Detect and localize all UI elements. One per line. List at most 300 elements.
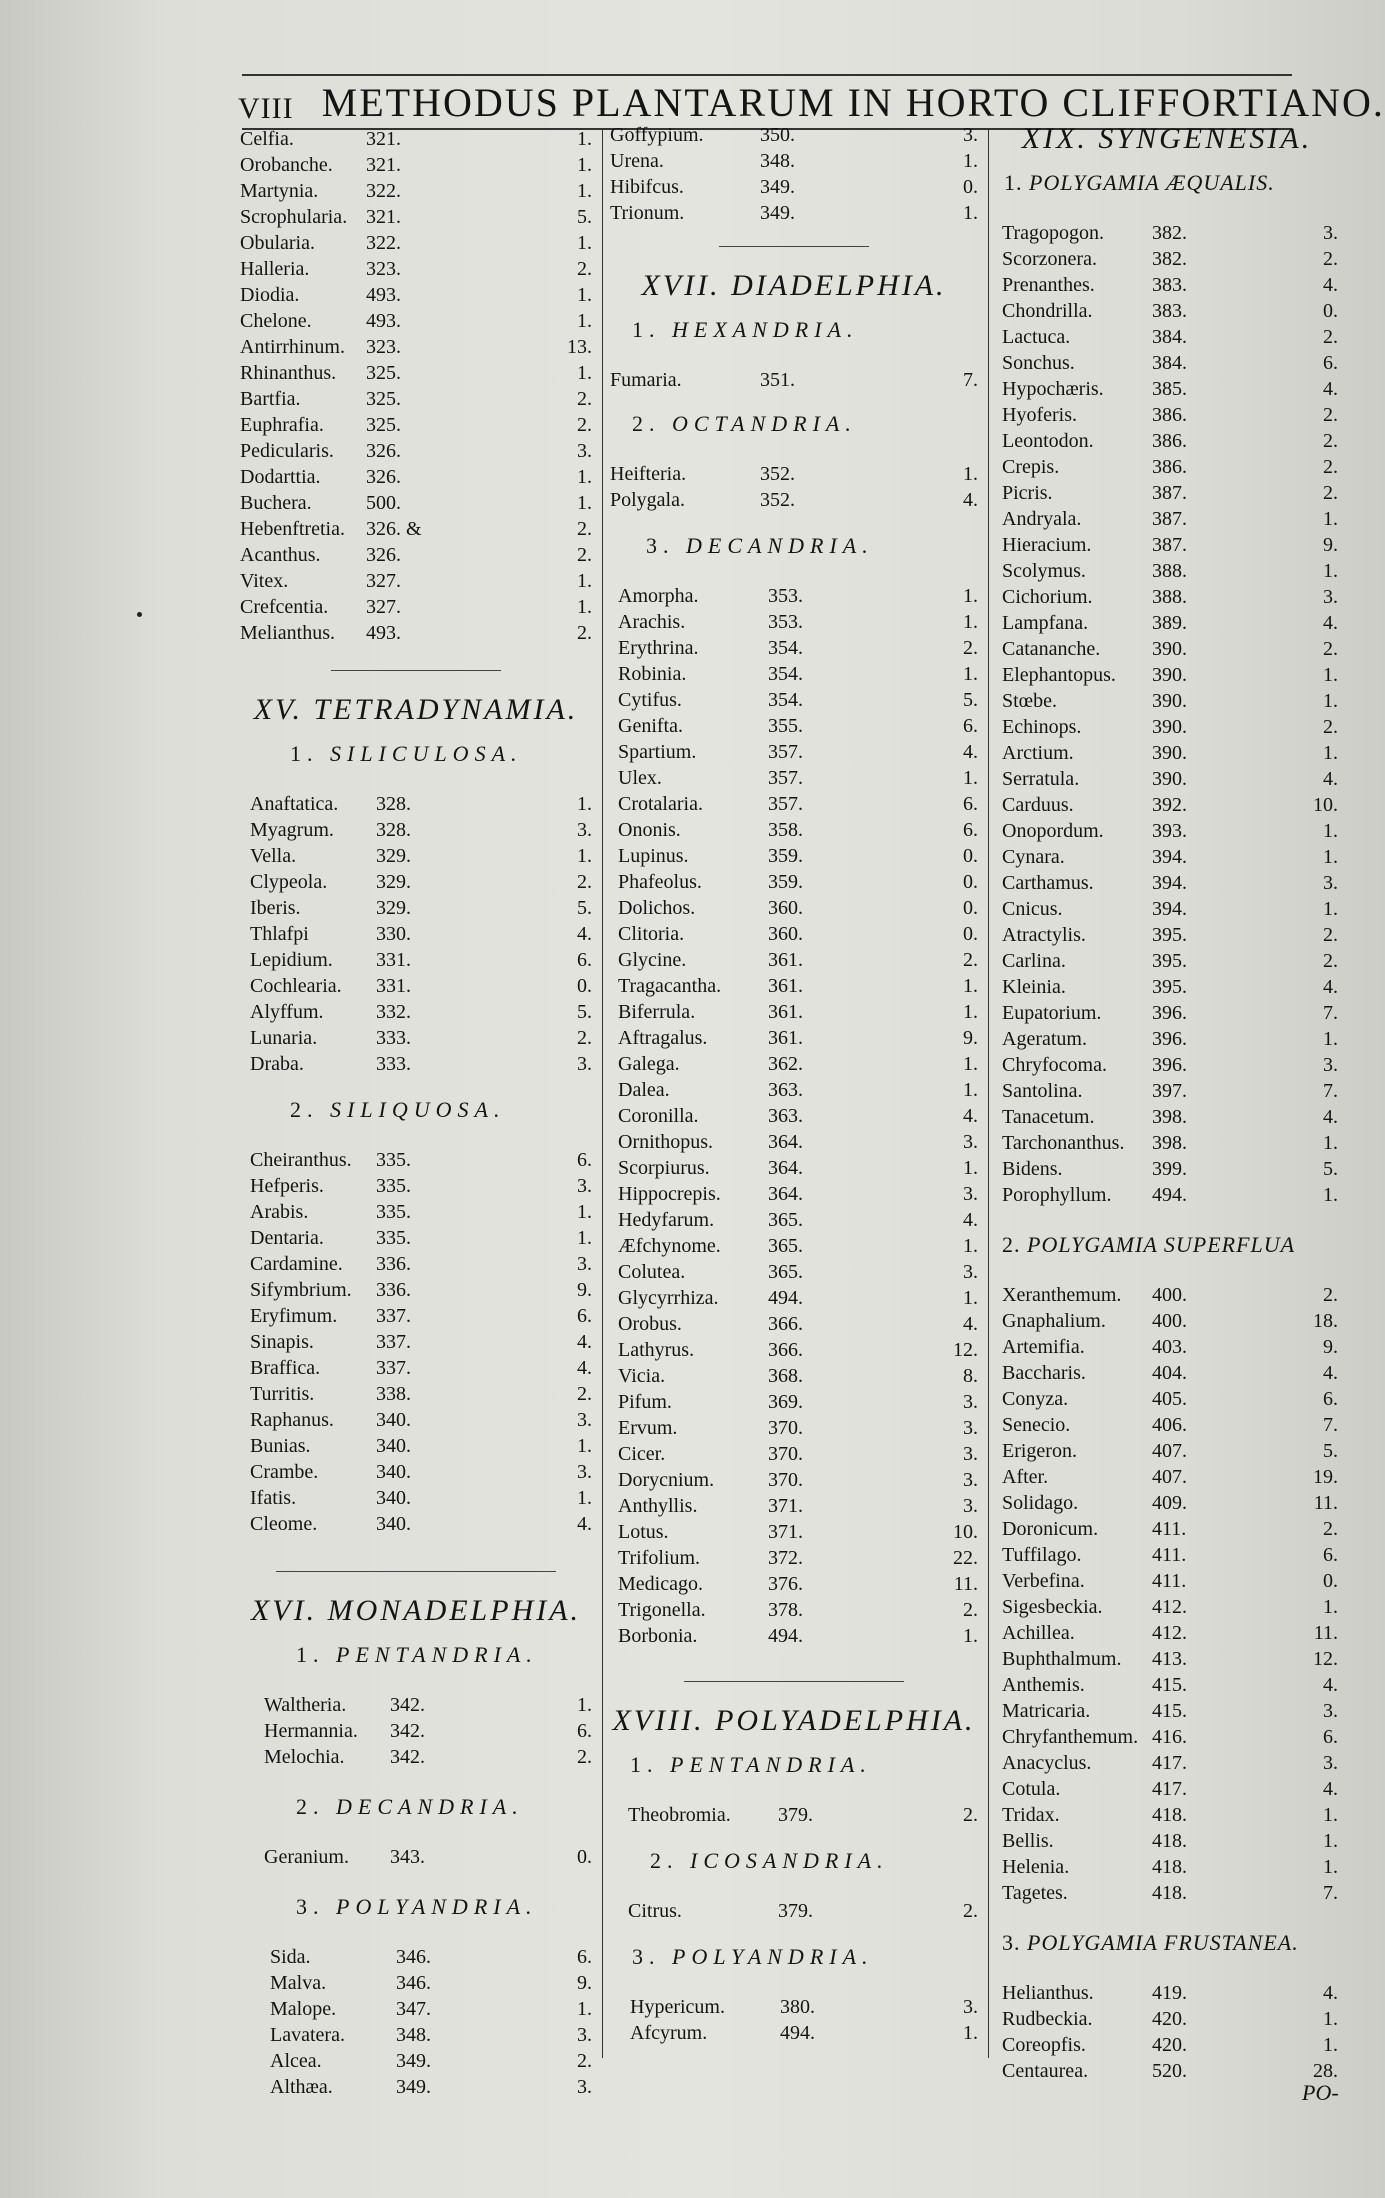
genus-page: 360. bbox=[768, 923, 803, 945]
genus-name: Serratula. bbox=[1002, 768, 1080, 790]
genus-name: Obularia. bbox=[240, 232, 315, 254]
genus-row bbox=[610, 487, 978, 513]
genus-name: Crefcentia. bbox=[240, 596, 329, 618]
genus-row bbox=[1002, 740, 1338, 766]
species-count: 2. bbox=[577, 414, 592, 436]
column-2 bbox=[610, 122, 978, 2046]
genus-page: 361. bbox=[768, 949, 803, 971]
genus-page: 323. bbox=[366, 258, 401, 280]
genus-row bbox=[618, 765, 978, 791]
genus-page: 340. bbox=[376, 1487, 411, 1509]
genus-name: Melianthus. bbox=[240, 622, 335, 644]
species-count: 3. bbox=[1323, 586, 1338, 608]
genus-name: Lathyrus. bbox=[618, 1339, 695, 1361]
genus-row bbox=[240, 282, 592, 308]
genus-name: Orobus. bbox=[618, 1313, 682, 1335]
genus-row bbox=[250, 947, 592, 973]
genera-list bbox=[610, 1802, 978, 1828]
species-count: 4. bbox=[963, 1209, 978, 1231]
genus-row bbox=[264, 1844, 592, 1870]
genus-name: Erythrina. bbox=[618, 637, 699, 659]
genus-page: 393. bbox=[1152, 820, 1187, 842]
species-count: 2. bbox=[577, 388, 592, 410]
genus-name: Rudbeckia. bbox=[1002, 2008, 1093, 2030]
genus-row bbox=[628, 1898, 978, 1924]
genus-name: Ervum. bbox=[618, 1417, 678, 1439]
section-rule bbox=[331, 670, 501, 671]
genus-row bbox=[618, 1337, 978, 1363]
genus-name: Lunaria. bbox=[250, 1027, 318, 1049]
species-count: 2. bbox=[1323, 404, 1338, 426]
genus-row bbox=[240, 360, 592, 386]
genus-page: 368. bbox=[768, 1365, 803, 1387]
genus-name: Coreopfis. bbox=[1002, 2034, 1086, 2056]
genus-name: Picris. bbox=[1002, 482, 1053, 504]
genus-page: 357. bbox=[768, 793, 803, 815]
genus-row bbox=[610, 200, 978, 226]
species-count: 4. bbox=[1323, 378, 1338, 400]
genus-page: 331. bbox=[376, 975, 411, 997]
genera-list bbox=[610, 122, 978, 226]
genus-page: 347. bbox=[396, 1998, 431, 2020]
genus-page: 494. bbox=[768, 1625, 803, 1647]
genus-name: Malva. bbox=[270, 1972, 327, 1994]
genus-row bbox=[250, 1025, 592, 1051]
species-count: 4. bbox=[577, 1357, 592, 1379]
genus-name: Artemifia. bbox=[1002, 1336, 1085, 1358]
genus-name: Kleinia. bbox=[1002, 976, 1066, 998]
genus-page: 327. bbox=[366, 596, 401, 618]
genus-row bbox=[1002, 454, 1338, 480]
species-count: 2. bbox=[963, 949, 978, 971]
genus-row bbox=[1002, 558, 1338, 584]
order-heading: 2. SILIQUOSA. bbox=[290, 1097, 506, 1122]
genus-name: Ageratum. bbox=[1002, 1028, 1087, 1050]
genus-row bbox=[1002, 402, 1338, 428]
genus-page: 335. bbox=[376, 1149, 411, 1171]
genus-page: 416. bbox=[1152, 1726, 1187, 1748]
genus-name: Tarchonanthus. bbox=[1002, 1132, 1125, 1154]
genus-name: Tragopogon. bbox=[1002, 222, 1105, 244]
genus-name: Martynia. bbox=[240, 180, 319, 202]
genus-row bbox=[1002, 948, 1338, 974]
genus-row bbox=[264, 1692, 592, 1718]
species-count: 5. bbox=[963, 689, 978, 711]
species-count: 1. bbox=[963, 1053, 978, 1075]
genus-name: Antirrhinum. bbox=[240, 336, 345, 358]
species-count: 2. bbox=[577, 2050, 592, 2072]
genus-row bbox=[1002, 1438, 1338, 1464]
genus-row bbox=[1002, 1026, 1338, 1052]
genus-page: 389. bbox=[1152, 612, 1187, 634]
genus-row bbox=[618, 895, 978, 921]
order-heading: 1. PENTANDRIA. bbox=[296, 1642, 538, 1667]
genus-page: 398. bbox=[1152, 1106, 1187, 1128]
genus-row bbox=[628, 1802, 978, 1828]
genus-name: Hippocrepis. bbox=[618, 1183, 721, 1205]
genus-row bbox=[1002, 2006, 1338, 2032]
genus-name: Stœbe. bbox=[1002, 690, 1057, 712]
genus-page: 383. bbox=[1152, 300, 1187, 322]
genus-page: 370. bbox=[768, 1469, 803, 1491]
genus-row bbox=[618, 1025, 978, 1051]
genus-name: Chryfocoma. bbox=[1002, 1054, 1107, 1076]
genus-name: Prenanthes. bbox=[1002, 274, 1095, 296]
genus-page: 329. bbox=[376, 897, 411, 919]
genus-page: 348. bbox=[396, 2024, 431, 2046]
genus-row bbox=[1002, 1542, 1338, 1568]
genus-name: Clitoria. bbox=[618, 923, 685, 945]
genus-row bbox=[1002, 1828, 1338, 1854]
genus-page: 493. bbox=[366, 310, 401, 332]
genus-row bbox=[250, 999, 592, 1025]
genus-page: 364. bbox=[768, 1183, 803, 1205]
genus-name: Hypochæris. bbox=[1002, 378, 1104, 400]
species-count: 1. bbox=[1323, 2008, 1338, 2030]
genus-name: Trionum. bbox=[610, 202, 685, 224]
genus-row bbox=[1002, 610, 1338, 636]
genus-page: 412. bbox=[1152, 1596, 1187, 1618]
genera-list bbox=[240, 1692, 592, 1770]
genus-name: Cheiranthus. bbox=[250, 1149, 352, 1171]
genus-page: 380. bbox=[780, 1996, 815, 2018]
genus-name: Orobanche. bbox=[240, 154, 333, 176]
genus-row bbox=[618, 1259, 978, 1285]
genus-row bbox=[240, 126, 592, 152]
species-count: 4. bbox=[1323, 976, 1338, 998]
genus-name: Pifum. bbox=[618, 1391, 672, 1413]
genus-page: 415. bbox=[1152, 1674, 1187, 1696]
species-count: 1. bbox=[577, 845, 592, 867]
genus-name: Carlina. bbox=[1002, 950, 1066, 972]
genus-page: 407. bbox=[1152, 1440, 1187, 1462]
species-count: 1. bbox=[1323, 1856, 1338, 1878]
species-count: 1. bbox=[963, 150, 978, 172]
genus-page: 411. bbox=[1152, 1518, 1187, 1540]
genus-name: Vicia. bbox=[618, 1365, 666, 1387]
species-count: 3. bbox=[577, 1409, 592, 1431]
species-count: 5. bbox=[1323, 1440, 1338, 1462]
species-count: 4. bbox=[1323, 1362, 1338, 1384]
genus-row bbox=[618, 1623, 978, 1649]
genus-row bbox=[1002, 1308, 1338, 1334]
genus-row bbox=[240, 334, 592, 360]
genus-name: Thlafpi bbox=[250, 923, 309, 945]
genus-name: Hyoferis. bbox=[1002, 404, 1077, 426]
genus-page: 370. bbox=[768, 1443, 803, 1465]
genus-row bbox=[630, 1994, 978, 2020]
genus-name: Iberis. bbox=[250, 897, 301, 919]
genus-name: Scrophularia. bbox=[240, 206, 348, 228]
genus-row bbox=[618, 583, 978, 609]
species-count: 4. bbox=[1323, 1982, 1338, 2004]
species-count: 12. bbox=[953, 1339, 978, 1361]
species-count: 3. bbox=[963, 1443, 978, 1465]
species-count: 12. bbox=[1313, 1648, 1338, 1670]
genus-page: 387. bbox=[1152, 508, 1187, 530]
genus-page: 395. bbox=[1152, 950, 1187, 972]
class-heading: XIX. SYNGENESIA. bbox=[1021, 122, 1313, 155]
genus-page: 392. bbox=[1152, 794, 1187, 816]
genus-page: 390. bbox=[1152, 664, 1187, 686]
genus-name: Crepis. bbox=[1002, 456, 1060, 478]
genera-list bbox=[610, 367, 978, 393]
genus-name: Melochia. bbox=[264, 1746, 345, 1768]
genus-row bbox=[240, 412, 592, 438]
genus-row bbox=[270, 2022, 592, 2048]
species-count: 3. bbox=[1323, 872, 1338, 894]
genus-row bbox=[618, 1415, 978, 1441]
genus-page: 340. bbox=[376, 1461, 411, 1483]
genus-name: Dodarttia. bbox=[240, 466, 321, 488]
genus-row bbox=[1002, 714, 1338, 740]
genus-page: 379. bbox=[778, 1804, 813, 1826]
genus-row bbox=[1002, 818, 1338, 844]
genus-name: Geranium. bbox=[264, 1846, 349, 1868]
genus-name: Hieracium. bbox=[1002, 534, 1092, 556]
genus-row bbox=[240, 620, 592, 646]
species-count: 5. bbox=[1323, 1158, 1338, 1180]
species-count: 0. bbox=[963, 871, 978, 893]
class-heading: XVIII. POLYADELPHIA. bbox=[612, 1704, 976, 1737]
genus-page: 351. bbox=[760, 369, 795, 391]
genus-name: Citrus. bbox=[628, 1900, 682, 1922]
genus-page: 386. bbox=[1152, 456, 1187, 478]
species-count: 1. bbox=[1323, 898, 1338, 920]
species-count: 1. bbox=[963, 202, 978, 224]
genus-row bbox=[1002, 1282, 1338, 1308]
genus-page: 354. bbox=[768, 637, 803, 659]
genus-page: 340. bbox=[376, 1513, 411, 1535]
genus-page: 409. bbox=[1152, 1492, 1187, 1514]
ink-speck bbox=[137, 612, 142, 617]
species-count: 1. bbox=[577, 232, 592, 254]
genus-name: Cotula. bbox=[1002, 1778, 1061, 1800]
genus-page: 346. bbox=[396, 1946, 431, 1968]
genus-page: 350. bbox=[760, 124, 795, 146]
genus-row bbox=[240, 568, 592, 594]
order-heading: 1. HEXANDRIA. bbox=[632, 317, 859, 342]
genus-page: 419. bbox=[1152, 1982, 1187, 2004]
genus-row bbox=[1002, 844, 1338, 870]
species-count: 4. bbox=[1323, 1778, 1338, 1800]
genus-name: Sinapis. bbox=[250, 1331, 314, 1353]
order-heading: 1. SILICULOSA. bbox=[290, 741, 523, 766]
catchword: PO- bbox=[1302, 2080, 1339, 2105]
species-count: 4. bbox=[963, 1105, 978, 1127]
species-count: 1. bbox=[1323, 508, 1338, 530]
genus-name: Celfia. bbox=[240, 128, 294, 150]
genera-list bbox=[240, 1944, 592, 2100]
genus-row bbox=[1002, 584, 1338, 610]
genus-name: Genifta. bbox=[618, 715, 683, 737]
genus-name: Polygala. bbox=[610, 489, 685, 511]
genus-name: Alcea. bbox=[270, 2050, 322, 2072]
genus-name: Cardamine. bbox=[250, 1253, 343, 1275]
genus-page: 397. bbox=[1152, 1080, 1187, 1102]
species-count: 1. bbox=[963, 1001, 978, 1023]
genus-row bbox=[250, 1173, 592, 1199]
genus-page: 494. bbox=[1152, 1184, 1187, 1206]
species-count: 10. bbox=[1313, 794, 1338, 816]
genus-name: Anthemis. bbox=[1002, 1674, 1085, 1696]
genus-row bbox=[1002, 870, 1338, 896]
species-count: 1. bbox=[963, 975, 978, 997]
genus-name: Hedyfarum. bbox=[618, 1209, 715, 1231]
genus-name: Chelone. bbox=[240, 310, 312, 332]
species-count: 3. bbox=[963, 1996, 978, 2018]
genus-row bbox=[1002, 1980, 1338, 2006]
genus-name: Cichorium. bbox=[1002, 586, 1093, 608]
genus-row bbox=[240, 152, 592, 178]
species-count: 1. bbox=[577, 596, 592, 618]
species-count: 2. bbox=[1323, 638, 1338, 660]
genus-name: Arachis. bbox=[618, 611, 686, 633]
species-count: 1. bbox=[963, 1625, 978, 1647]
page-header bbox=[238, 70, 1385, 126]
section-rule bbox=[684, 1681, 904, 1682]
genus-page: 333. bbox=[376, 1027, 411, 1049]
genus-row bbox=[240, 542, 592, 568]
genus-name: Ulex. bbox=[618, 767, 662, 789]
genus-row bbox=[240, 594, 592, 620]
genus-row bbox=[240, 438, 592, 464]
species-count: 6. bbox=[577, 1946, 592, 1968]
genus-row bbox=[250, 1511, 592, 1537]
species-count: 3. bbox=[1323, 222, 1338, 244]
genus-row bbox=[618, 1467, 978, 1493]
species-count: 11. bbox=[953, 1573, 978, 1595]
genus-row bbox=[1002, 1568, 1338, 1594]
genus-page: 346. bbox=[396, 1972, 431, 1994]
species-count: 2. bbox=[1323, 950, 1338, 972]
genus-name: Pedicularis. bbox=[240, 440, 334, 462]
genus-row bbox=[250, 1329, 592, 1355]
genera-list bbox=[610, 1994, 978, 2046]
genus-name: Helianthus. bbox=[1002, 1982, 1094, 2004]
species-count: 3. bbox=[963, 1469, 978, 1491]
genus-row bbox=[618, 1129, 978, 1155]
genus-page: 418. bbox=[1152, 1856, 1187, 1878]
genus-row bbox=[618, 687, 978, 713]
genus-row bbox=[1002, 1360, 1338, 1386]
genus-row bbox=[618, 1597, 978, 1623]
order-heading: 2. DECANDRIA. bbox=[296, 1794, 524, 1819]
genus-name: Hypericum. bbox=[630, 1996, 725, 2018]
genus-row bbox=[250, 921, 592, 947]
species-count: 4. bbox=[1323, 1106, 1338, 1128]
species-count: 0. bbox=[963, 923, 978, 945]
genus-row bbox=[240, 516, 592, 542]
species-count: 3. bbox=[963, 1183, 978, 1205]
genus-row bbox=[250, 1251, 592, 1277]
genus-row bbox=[618, 973, 978, 999]
genus-name: Anthyllis. bbox=[618, 1495, 698, 1517]
genus-name: Scolymus. bbox=[1002, 560, 1086, 582]
genus-name: Lampfana. bbox=[1002, 612, 1089, 634]
species-count: 2. bbox=[1323, 1518, 1338, 1540]
genera-list bbox=[996, 1980, 1338, 2084]
genus-name: Helenia. bbox=[1002, 1856, 1070, 1878]
species-count: 3. bbox=[577, 2024, 592, 2046]
column-1 bbox=[240, 122, 592, 2100]
genus-page: 415. bbox=[1152, 1700, 1187, 1722]
genus-page: 396. bbox=[1152, 1054, 1187, 1076]
genus-page: 418. bbox=[1152, 1804, 1187, 1826]
genus-row bbox=[1002, 1412, 1338, 1438]
section-rule bbox=[276, 1571, 556, 1572]
genus-page: 370. bbox=[768, 1417, 803, 1439]
genus-row bbox=[1002, 298, 1338, 324]
genus-row bbox=[250, 869, 592, 895]
genus-page: 361. bbox=[768, 1001, 803, 1023]
species-count: 4. bbox=[963, 489, 978, 511]
species-count: 3. bbox=[577, 440, 592, 462]
genus-name: Vitex. bbox=[240, 570, 289, 592]
genus-row bbox=[250, 791, 592, 817]
species-count: 3. bbox=[963, 1391, 978, 1413]
genus-name: Chondrilla. bbox=[1002, 300, 1093, 322]
genus-name: Rhinanthus. bbox=[240, 362, 337, 384]
genus-name: Cicer. bbox=[618, 1443, 666, 1465]
genus-name: Lepidium. bbox=[250, 949, 333, 971]
species-count: 3. bbox=[963, 124, 978, 146]
species-count: 1. bbox=[577, 310, 592, 332]
genus-page: 372. bbox=[768, 1547, 803, 1569]
genus-name: Dolichos. bbox=[618, 897, 696, 919]
genus-row bbox=[618, 947, 978, 973]
genus-name: Chryfanthemum. bbox=[1002, 1726, 1139, 1748]
genus-row bbox=[270, 1970, 592, 1996]
genus-page: 390. bbox=[1152, 768, 1187, 790]
genus-page: 386. bbox=[1152, 430, 1187, 452]
genus-row bbox=[1002, 1386, 1338, 1412]
genus-name: Eupatorium. bbox=[1002, 1002, 1102, 1024]
genus-name: Senecio. bbox=[1002, 1414, 1071, 1436]
species-count: 2. bbox=[963, 1900, 978, 1922]
genus-name: Lotus. bbox=[618, 1521, 669, 1543]
genus-page: 337. bbox=[376, 1331, 411, 1353]
genus-page: 388. bbox=[1152, 560, 1187, 582]
genus-page: 322. bbox=[366, 180, 401, 202]
genus-row bbox=[618, 1181, 978, 1207]
genus-row bbox=[250, 1355, 592, 1381]
genus-name: Dentaria. bbox=[250, 1227, 324, 1249]
genus-name: Glycyrrhiza. bbox=[618, 1287, 719, 1309]
genus-page: 359. bbox=[768, 845, 803, 867]
genus-page: 348. bbox=[760, 150, 795, 172]
species-count: 1. bbox=[963, 1287, 978, 1309]
genus-row bbox=[1002, 376, 1338, 402]
genus-page: 353. bbox=[768, 585, 803, 607]
genus-page: 325. bbox=[366, 388, 401, 410]
species-count: 1. bbox=[577, 284, 592, 306]
genus-row bbox=[618, 1519, 978, 1545]
genus-name: Borbonia. bbox=[618, 1625, 698, 1647]
genus-name: Sifymbrium. bbox=[250, 1279, 352, 1301]
genus-row bbox=[618, 1545, 978, 1571]
genera-list bbox=[996, 1282, 1338, 1906]
species-count: 2. bbox=[577, 258, 592, 280]
species-count: 3. bbox=[963, 1495, 978, 1517]
genus-page: 382. bbox=[1152, 248, 1187, 270]
genus-row bbox=[618, 739, 978, 765]
genus-name: Onopordum. bbox=[1002, 820, 1104, 842]
genus-page: 342. bbox=[390, 1694, 425, 1716]
genus-name: Cochlearia. bbox=[250, 975, 342, 997]
genus-name: Erigeron. bbox=[1002, 1440, 1077, 1462]
genus-page: 364. bbox=[768, 1157, 803, 1179]
